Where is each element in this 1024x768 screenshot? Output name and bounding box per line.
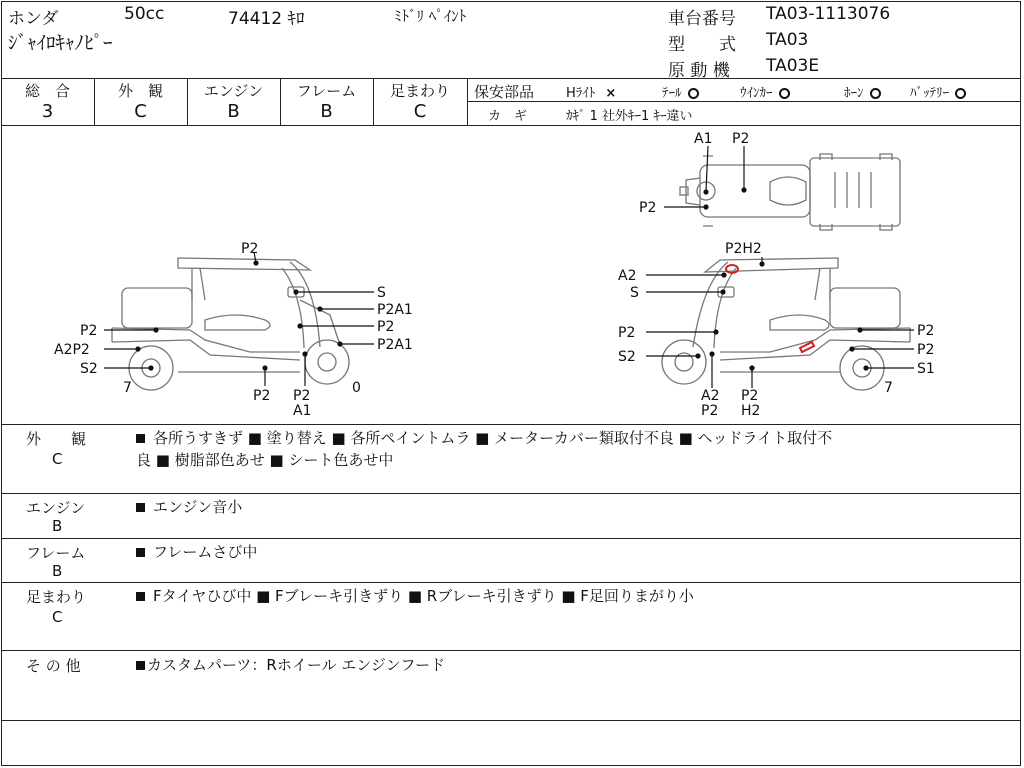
safety-winker	[740, 82, 790, 101]
diagram-label: P2	[917, 342, 935, 358]
frame-no-label: 車台番号	[668, 9, 736, 29]
diagram-label: P2	[253, 388, 271, 404]
diagram-label: S2	[80, 361, 98, 377]
bullet-square-icon	[136, 592, 145, 601]
headlight-label: Hﾗｲﾄ	[566, 86, 596, 101]
safety-label: 保安部品	[474, 83, 535, 101]
diagram-label: A2P2	[54, 342, 90, 358]
tail-label: ﾃｰﾙ	[662, 86, 682, 101]
divider	[1, 582, 1021, 583]
diagram-label: 7	[123, 380, 132, 396]
diagram-label: P2	[732, 131, 750, 147]
note-other-label: そ の 他	[26, 657, 81, 675]
diagram-label: P2	[618, 325, 636, 341]
type-label: 型 式	[668, 35, 736, 55]
horn-label: ﾎｰﾝ	[844, 86, 864, 101]
circle-mark-icon	[688, 88, 699, 99]
diagram-label: P2	[701, 403, 719, 419]
divider	[1, 650, 1021, 651]
engine-label: 原 動 機	[668, 61, 730, 81]
note-exterior-label: 外 観	[26, 430, 87, 448]
note-frame-text: フレームさび中	[136, 541, 257, 563]
vehicle-diagram	[0, 126, 1022, 424]
grade-frame-label: フレーム	[296, 82, 357, 100]
diagram-label: P2A1	[377, 302, 413, 318]
engine-value: TA03E	[766, 56, 820, 76]
battery-label: ﾊﾞｯﾃﾘｰ	[910, 86, 949, 101]
circle-mark-icon	[955, 88, 966, 99]
frame-no: TA03-1113076	[766, 4, 891, 24]
diagram-label: P2	[917, 323, 935, 339]
right-side-view-drawing	[662, 258, 910, 390]
diagram-label: S	[630, 285, 639, 301]
note-suspension-label: 足まわり	[26, 588, 87, 606]
grade-frame-value: B	[320, 101, 333, 122]
diagram-label: P2	[741, 388, 759, 404]
circle-mark-icon	[870, 88, 881, 99]
divider	[467, 101, 1021, 102]
grade-exterior-value: C	[134, 101, 147, 122]
safety-horn	[844, 82, 881, 101]
grade-overall-value: 3	[41, 101, 54, 122]
note-frame-label: フレーム	[26, 544, 86, 562]
circle-mark-icon	[779, 88, 790, 99]
note-exterior-text: 各所うすきず ■ 塗り替え ■ 各所ペイントムラ ■ メーターカバー類取付不良 ■ ヘッドライト取付不	[136, 427, 832, 449]
bullet-square-icon	[136, 548, 145, 557]
diagram-label: H2	[741, 403, 761, 419]
grade-suspension-label: 足まわり	[389, 82, 450, 100]
model-name: ｼﾞｬｲﾛｷｬﾉﾋﾟｰ	[8, 32, 113, 54]
grade-engine-label: エンジン	[203, 82, 264, 100]
winker-label: ｳｲﾝｶｰ	[740, 86, 773, 101]
note-exterior-text-2: 良 ■ 樹脂部色あせ ■ シート色あせ中	[136, 451, 394, 469]
note-engine-label: エンジン	[26, 499, 86, 517]
divider	[1, 424, 1021, 425]
grade-exterior-label: 外 観	[117, 82, 163, 100]
diagram-label: S2	[618, 349, 636, 365]
grade-engine-value: B	[227, 101, 240, 122]
diagram-label: P2	[377, 319, 395, 335]
divider	[1, 720, 1021, 721]
diagram-label: P2	[80, 323, 98, 339]
headlight-mark: ×	[605, 86, 617, 101]
diagram-label: A1	[293, 403, 312, 419]
diagram-label: 7	[884, 380, 893, 396]
diagram-label: S	[377, 285, 386, 301]
diagram-label: S1	[917, 361, 935, 377]
safety-tail	[662, 82, 699, 101]
diagram-label: A2	[618, 268, 637, 284]
note-engine-text: エンジン音小	[136, 496, 242, 518]
color: ﾐﾄﾞﾘ ﾍﾟｲﾝﾄ	[394, 7, 467, 25]
key-value: ｶｷﾞ 1 社外ｷｰ1 ｷｰ違い	[566, 109, 693, 124]
diagram-label: A2	[701, 388, 720, 404]
note-suspension-grade: C	[52, 608, 63, 626]
note-exterior-grade: C	[52, 450, 63, 468]
diagram-label: P2A1	[377, 337, 413, 353]
displacement: 50cc	[124, 4, 165, 24]
divider	[1, 493, 1021, 494]
diagram-label: P2H2	[725, 241, 762, 257]
type-value: TA03	[766, 30, 809, 50]
grade-overall-label: 総 合	[24, 82, 70, 100]
maker: ホンダ	[8, 9, 59, 29]
key-label: カ ギ	[488, 109, 528, 124]
bullet-square-icon	[136, 661, 145, 670]
safety-headlight	[566, 82, 616, 101]
mileage: 74412 ｷﾛ	[228, 9, 305, 29]
divider	[1, 538, 1021, 539]
diagram-label: P2	[241, 241, 259, 257]
note-other-text: カスタムパーツ：Rホイール エンジンフード	[136, 654, 445, 676]
diagram-label: 0	[352, 380, 361, 396]
divider	[467, 78, 468, 125]
diagram-label: A1	[694, 131, 713, 147]
note-frame-grade: B	[52, 562, 63, 580]
divider	[1, 78, 1021, 79]
note-engine-grade: B	[52, 517, 63, 535]
bullet-square-icon	[136, 503, 145, 512]
note-suspension-text: Fタイヤひび中 ■ Fブレーキ引きずり ■ Rブレーキ引きずり ■ F足回りまがり小	[136, 585, 694, 607]
top-view-drawing	[680, 154, 900, 230]
bullet-square-icon	[136, 434, 145, 443]
diagram-label: P2	[293, 388, 311, 404]
safety-battery	[910, 82, 966, 101]
diagram-label: P2	[639, 200, 657, 216]
grade-suspension-value: C	[413, 101, 427, 122]
left-side-view-drawing	[112, 258, 349, 390]
